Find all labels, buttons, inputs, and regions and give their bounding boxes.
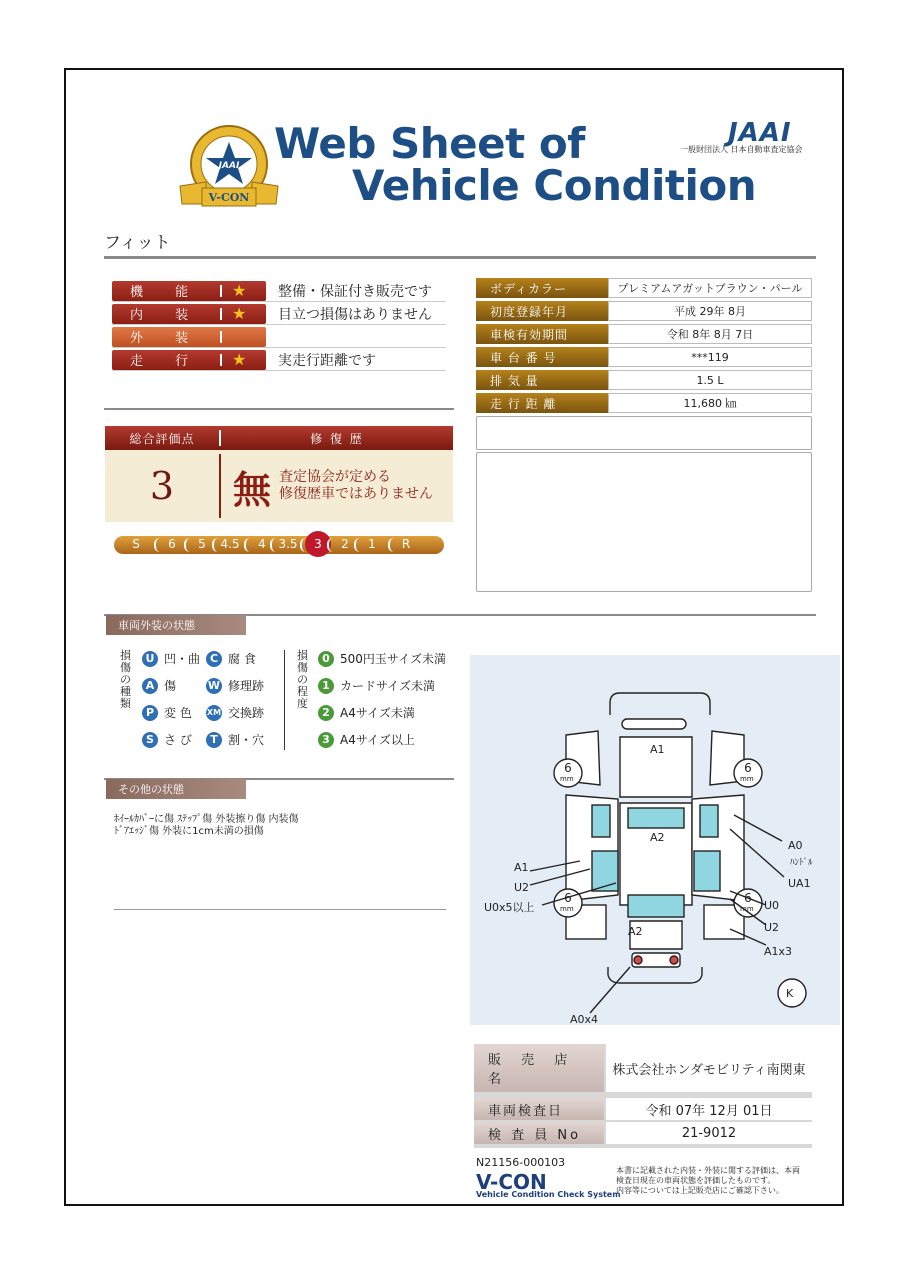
grade-3: 4.5 xyxy=(220,537,240,551)
feature-label-text: 内 装 xyxy=(130,308,203,323)
divider xyxy=(104,256,816,259)
info-value: 11,680 ㎞ xyxy=(608,393,812,413)
star-icon: ★ xyxy=(232,281,247,300)
info-row xyxy=(476,347,812,367)
vehicle-diagram xyxy=(470,655,840,1025)
damage-type-name: 凹・曲 xyxy=(164,652,201,666)
damage-type-heading: 損傷の種類 xyxy=(120,649,131,710)
info-row xyxy=(476,370,812,390)
inspection-table xyxy=(474,1044,812,1148)
exterior-section-title: 車両外装の状態 xyxy=(106,615,246,635)
damage-label: A2 xyxy=(650,831,665,844)
separator xyxy=(327,538,335,552)
feature-row xyxy=(112,349,446,370)
info-value: プレミアムアガットブラウン・パール xyxy=(608,278,812,298)
damage-code-icon: C xyxy=(206,651,222,667)
grade-1: 6 xyxy=(168,537,176,551)
damage-label: A1 xyxy=(650,743,665,756)
overall-score-label: 総合評価点 xyxy=(129,431,195,446)
separator xyxy=(220,285,222,297)
info-label: 走 行 距 離 xyxy=(476,393,608,413)
inspection-date-value: 令和 07年 12月 01日 xyxy=(606,1098,812,1120)
grade-4: 4 xyxy=(258,537,266,551)
vcon-badge-icon xyxy=(176,124,282,210)
damage-type-item xyxy=(206,650,256,667)
damage-degree-name: カードサイズ未満 xyxy=(340,679,436,693)
damage-type-item xyxy=(142,650,200,667)
repair-history-value: 無 xyxy=(233,466,272,512)
tire-unit: mm xyxy=(560,905,574,913)
inspector-value: 21-9012 xyxy=(606,1122,812,1144)
info-row xyxy=(476,393,812,413)
separator xyxy=(244,538,252,552)
damage-type-name: 交換跡 xyxy=(228,706,265,720)
info-label: 排 気 量 xyxy=(476,370,608,390)
damage-label: A2 xyxy=(628,925,643,938)
damage-label: A1x3 xyxy=(764,945,793,958)
note-line2: 検査日現在の車両状態を評価したものです。 xyxy=(616,1176,776,1185)
notes-box xyxy=(476,452,812,592)
damage-label: U0 xyxy=(764,899,780,912)
feature-text: 整備・保証付き販売です xyxy=(278,283,432,300)
feature-label-text: 機 能 xyxy=(130,285,203,300)
separator xyxy=(220,354,222,366)
damage-label: ﾊﾝﾄﾞﾙ xyxy=(790,858,813,868)
feature-label xyxy=(112,304,266,324)
feature-label-text: 走 行 xyxy=(130,354,203,369)
vcon-logo: V-CON xyxy=(476,1170,547,1194)
separator xyxy=(220,308,222,320)
damage-label: A0 xyxy=(788,839,803,852)
jaai-logo: JAAI xyxy=(728,118,792,148)
info-value: ***119 xyxy=(608,347,812,367)
tire-unit: mm xyxy=(740,905,754,913)
divider xyxy=(114,909,446,910)
feature-label-text: 外 装 xyxy=(130,331,203,346)
damage-type-name: さ び xyxy=(164,733,192,747)
feature-text: 実走行距離です xyxy=(278,352,376,369)
note-line1: 本書に記載された内装・外装に関する評価は、本両 xyxy=(616,1166,800,1175)
damage-degree-item xyxy=(318,731,415,748)
damage-type-item xyxy=(142,677,176,694)
degree-code-icon: 1 xyxy=(318,678,334,694)
damage-type-name: 傷 xyxy=(164,679,177,693)
damage-type-item xyxy=(206,677,264,694)
tire-unit: mm xyxy=(560,775,574,783)
note-line3: 内容等については上記販売店にご確認下さい。 xyxy=(616,1186,784,1195)
vehicle-model: フィット xyxy=(104,233,171,253)
degree-code-icon: 0 xyxy=(318,651,334,667)
damage-code-icon: T xyxy=(206,732,222,748)
dealer-value: 株式会社ホンダモビリティ南関東 xyxy=(606,1044,812,1092)
damage-degree-heading: 損傷の程度 xyxy=(297,649,308,710)
damage-type-name: 修理跡 xyxy=(228,679,265,693)
grade-0: S xyxy=(132,537,140,551)
damage-label: U2 xyxy=(764,921,780,934)
damage-label: A1 xyxy=(514,861,529,874)
tire-depth: 6 xyxy=(744,761,752,775)
feature-label xyxy=(112,350,266,370)
tire-unit: mm xyxy=(740,775,754,783)
title-line1: Web Sheet of xyxy=(274,119,585,168)
damage-degree-name: 500円玉サイズ未満 xyxy=(340,652,446,666)
damage-code-icon: P xyxy=(142,705,158,721)
damage-label: K xyxy=(786,987,794,1000)
damage-type-name: 腐 食 xyxy=(228,652,256,666)
separator xyxy=(270,538,278,552)
other-section-title: その他の状態 xyxy=(106,779,246,799)
badge-text: JAAI xyxy=(218,161,240,171)
tire-depth: 6 xyxy=(564,761,572,775)
repair-history-label: 修 復 歴 xyxy=(310,431,364,446)
separator xyxy=(220,331,222,343)
feature-row xyxy=(112,280,446,301)
divider xyxy=(112,301,446,302)
damage-label: UA1 xyxy=(788,877,811,890)
info-label: 初度登録年月 xyxy=(476,301,608,321)
star-icon: ★ xyxy=(232,350,247,369)
degree-code-icon: 2 xyxy=(318,705,334,721)
document-frame xyxy=(64,68,844,1206)
feature-label xyxy=(112,281,266,301)
damage-type-item xyxy=(142,731,192,748)
damage-code-icon: XM xyxy=(206,705,222,721)
separator xyxy=(219,454,221,518)
separator xyxy=(212,538,220,552)
info-row xyxy=(476,278,812,298)
info-label: 車 台 番 号 xyxy=(476,347,608,367)
info-value: 1.5 L xyxy=(608,370,812,390)
info-blank-box xyxy=(476,416,812,450)
repair-history-text xyxy=(279,469,433,503)
info-label: ボディカラー xyxy=(476,278,608,298)
damage-label: U0x5以上 xyxy=(484,901,535,914)
tire-depth: 6 xyxy=(744,891,752,905)
damage-code-icon: W xyxy=(207,678,221,692)
damage-type-item xyxy=(206,704,264,721)
damage-degree-item xyxy=(318,650,446,667)
separator xyxy=(184,538,192,552)
separator xyxy=(388,538,396,552)
other-line1: ﾎｲｰﾙｶﾊﾞｰに傷 ｽﾃｯﾌﾟ傷 外装擦り傷 内装傷 xyxy=(114,814,299,825)
grade-5: 3.5 xyxy=(278,537,298,551)
grade-2: 5 xyxy=(198,537,206,551)
dealer-label: 販 売 店 名 xyxy=(474,1044,604,1092)
feature-row xyxy=(112,326,446,347)
divider xyxy=(104,408,454,410)
grade-9: R xyxy=(401,537,411,551)
other-conditions xyxy=(114,814,299,838)
score-header xyxy=(105,426,453,450)
star-icon: ★ xyxy=(232,304,247,323)
divider xyxy=(112,347,446,348)
info-label: 車検有効期間 xyxy=(476,324,608,344)
repair-text-line1: 査定協会が定める xyxy=(279,469,392,485)
damage-type-item xyxy=(206,731,264,748)
feature-row xyxy=(112,303,446,324)
degree-code-icon: 3 xyxy=(318,732,334,748)
damage-degree-name: A4サイズ以上 xyxy=(340,733,415,747)
damage-code-icon: U xyxy=(142,651,158,667)
title-line2: Vehicle Condition xyxy=(352,161,757,210)
info-value: 平成 29年 8月 xyxy=(608,301,812,321)
divider xyxy=(112,324,446,325)
separator xyxy=(154,538,162,552)
feature-label xyxy=(112,327,266,347)
damage-degree-item xyxy=(318,677,435,694)
damage-degree-name: A4サイズ未満 xyxy=(340,706,415,720)
grade-8: 1 xyxy=(368,537,376,551)
tire-depth: 6 xyxy=(564,891,572,905)
info-row xyxy=(476,324,812,344)
damage-code-icon: S xyxy=(142,732,158,748)
damage-code-icon: A xyxy=(142,678,158,694)
sheet-number: N21156-000103 xyxy=(476,1156,566,1169)
separator xyxy=(300,538,308,552)
feature-text: 目立つ損傷はありません xyxy=(278,306,432,323)
other-line2: ﾄﾞｱｴｯｼﾞ傷 外装に1cm未満の損傷 xyxy=(114,826,264,837)
selected-grade: 3 xyxy=(305,531,331,557)
damage-label: A0x4 xyxy=(570,1013,599,1026)
damage-type-name: 割・穴 xyxy=(228,733,265,747)
score-body xyxy=(105,450,453,522)
damage-degree-item xyxy=(318,704,415,721)
info-row xyxy=(476,301,812,321)
grade-7: 2 xyxy=(341,537,349,551)
badge-ribbon-text: V-CON xyxy=(208,191,250,204)
damage-type-item xyxy=(142,704,192,721)
vcon-subtitle: Vehicle Condition Check System xyxy=(476,1190,621,1199)
separator xyxy=(284,650,285,750)
overall-score-value: 3 xyxy=(149,464,175,508)
inspector-label: 検 査 員 No xyxy=(474,1122,604,1144)
damage-label: U2 xyxy=(514,881,530,894)
damage-type-name: 変 色 xyxy=(164,706,192,720)
footer-note xyxy=(616,1166,800,1196)
grade-scale xyxy=(114,536,444,554)
divider xyxy=(112,370,446,371)
org-name: 一般財団法人 日本自動車査定協会 xyxy=(680,145,803,154)
inspection-date-label: 車両検査日 xyxy=(474,1098,604,1120)
info-value: 令和 8年 8月 7日 xyxy=(608,324,812,344)
repair-text-line2: 修復歴車ではありません xyxy=(279,486,434,502)
separator xyxy=(354,538,362,552)
